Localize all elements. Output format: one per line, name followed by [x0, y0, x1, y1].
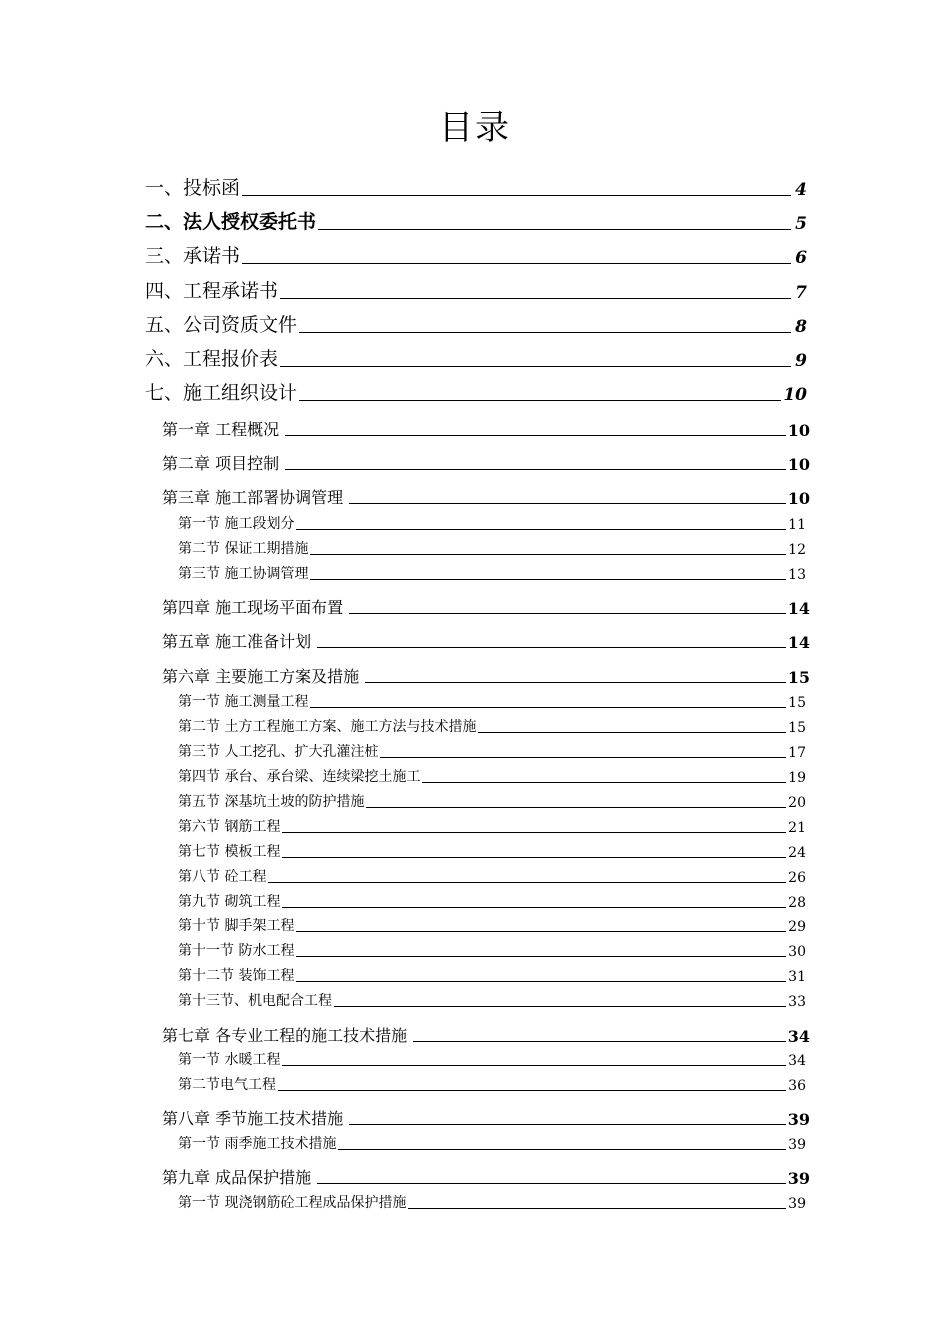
toc-leader-line	[299, 332, 791, 333]
toc-leader-line	[408, 1208, 786, 1209]
toc-chapter[interactable]	[162, 418, 810, 440]
toc-entry-label: 第一节 雨季施工技术措施	[178, 1136, 337, 1152]
toc-page-number: 10	[783, 385, 807, 405]
toc-entry-label: 第二节电气工程	[178, 1077, 276, 1093]
toc-entry-label: 六、工程报价表	[145, 348, 279, 370]
toc-leader-line	[282, 907, 786, 908]
toc-section[interactable]	[178, 1075, 806, 1094]
toc-page-number: 39	[788, 1196, 806, 1212]
toc-leader-line	[280, 298, 791, 299]
toc-entry-label: 第一章 工程概况	[162, 420, 280, 439]
toc-entry-label: 第九节 砌筑工程	[178, 894, 281, 910]
toc-page-number: 31	[788, 969, 806, 985]
toc-leader-line	[296, 981, 786, 982]
toc-page-number: 15	[787, 668, 810, 687]
toc-section[interactable]	[178, 514, 806, 533]
toc-page-number: 4	[795, 180, 807, 200]
toc-leader-line	[285, 469, 786, 470]
toc-section[interactable]	[178, 991, 806, 1010]
toc-page-number: 15	[788, 720, 806, 736]
toc-entry-label: 一、投标函	[145, 177, 241, 199]
toc-leader-line	[365, 682, 786, 683]
toc-leader-line	[282, 857, 786, 858]
toc-page-number: 10	[787, 489, 810, 508]
toc-entry-tender-letter[interactable]	[145, 174, 807, 200]
toc-leader-line	[422, 782, 786, 783]
toc-chapter[interactable]	[162, 1107, 810, 1129]
toc-leader-line	[413, 1041, 786, 1042]
toc-entry-label: 第三节 施工协调管理	[178, 566, 309, 582]
toc-entry-label: 第一节 施工段划分	[178, 516, 295, 532]
toc-section[interactable]	[178, 564, 806, 583]
toc-section[interactable]	[178, 792, 806, 811]
toc-entry-label: 第一节 水暖工程	[178, 1052, 281, 1068]
toc-leader-line	[338, 1149, 786, 1150]
toc-entry-commitment[interactable]	[145, 242, 807, 268]
toc-leader-line	[268, 882, 786, 883]
toc-page-number: 33	[788, 994, 806, 1010]
toc-section[interactable]	[178, 1193, 806, 1212]
toc-page-number: 17	[788, 745, 806, 761]
toc-page-number: 39	[788, 1137, 806, 1153]
toc-page-number: 21	[788, 820, 806, 836]
toc-leader-line	[310, 579, 786, 580]
toc-chapter[interactable]	[162, 1166, 810, 1188]
toc-leader-line	[349, 613, 786, 614]
toc-page-number: 7	[795, 283, 807, 303]
toc-leader-line	[242, 195, 791, 196]
toc-section[interactable]	[178, 842, 806, 861]
toc-leader-line	[334, 1006, 786, 1007]
toc-page-number: 28	[788, 895, 806, 911]
toc-entry-label: 第九章 成品保护措施	[162, 1168, 312, 1187]
toc-leader-line	[296, 931, 786, 932]
toc-page-number: 30	[788, 944, 806, 960]
toc-leader-line	[282, 832, 786, 833]
toc-leader-line	[317, 1183, 786, 1184]
toc-entry-label: 五、公司资质文件	[145, 314, 298, 336]
toc-page-number: 14	[787, 633, 810, 652]
toc-leader-line	[310, 554, 786, 555]
toc-section[interactable]	[178, 941, 806, 960]
toc-page-number: 10	[787, 421, 810, 440]
toc-leader-line	[299, 400, 781, 401]
toc-page-number: 34	[788, 1053, 806, 1069]
toc-section[interactable]	[178, 1134, 806, 1153]
toc-page-number: 12	[788, 542, 806, 558]
toc-page-number: 39	[787, 1169, 810, 1188]
toc-entry-label: 第二节 土方工程施工方案、施工方法与技术措施	[178, 719, 477, 735]
toc-entry-label: 第七节 模板工程	[178, 844, 281, 860]
toc-entry-label: 第四章 施工现场平面布置	[162, 598, 344, 617]
toc-chapter[interactable]	[162, 452, 810, 474]
toc-section[interactable]	[178, 817, 806, 836]
toc-page-number: 19	[788, 770, 806, 786]
toc-page-number: 26	[788, 870, 806, 886]
toc-section[interactable]	[178, 966, 806, 985]
toc-entry-label: 第三章 施工部署协调管理	[162, 488, 344, 507]
toc-page-number: 34	[787, 1027, 810, 1046]
page-title: 目录	[439, 108, 511, 148]
toc-section[interactable]	[178, 1050, 806, 1069]
toc-page-number: 36	[788, 1078, 806, 1094]
toc-entry-label: 第十三节、机电配合工程	[178, 993, 332, 1009]
toc-page-number: 39	[787, 1110, 810, 1129]
toc-entry-label: 第四节 承台、承台梁、连续梁挖土施工	[178, 769, 421, 785]
toc-section[interactable]	[178, 717, 806, 736]
toc-section[interactable]	[178, 742, 806, 761]
toc-leader-line	[317, 647, 786, 648]
toc-entry-project-commitment[interactable]	[145, 277, 807, 303]
toc-entry-label: 第六节 钢筋工程	[178, 819, 281, 835]
toc-leader-line	[278, 1090, 786, 1091]
toc-chapter[interactable]	[162, 665, 810, 687]
toc-leader-line	[280, 366, 791, 367]
toc-section[interactable]	[178, 767, 806, 786]
toc-entry-label: 七、施工组织设计	[145, 382, 298, 404]
toc-page-number: 29	[788, 919, 806, 935]
toc-entry-label: 第六章 主要施工方案及措施	[162, 667, 360, 686]
toc-page-number: 9	[795, 351, 807, 371]
toc-leader-line	[349, 1124, 786, 1125]
toc-leader-line	[242, 263, 791, 264]
toc-leader-line	[285, 435, 786, 436]
toc-entry-label: 第七章 各专业工程的施工技术措施	[162, 1026, 408, 1045]
toc-entry-label: 四、工程承诺书	[145, 280, 279, 302]
toc-leader-line	[310, 707, 786, 708]
toc-entry-construction-design[interactable]	[145, 379, 807, 405]
toc-page-number: 20	[788, 795, 806, 811]
toc-page-number: 24	[788, 845, 806, 861]
toc-page-number: 11	[788, 517, 806, 533]
toc-section[interactable]	[178, 892, 806, 911]
toc-page-number: 6	[795, 248, 807, 268]
toc-page-number: 8	[795, 317, 807, 337]
toc-leader-line	[366, 807, 786, 808]
toc-section[interactable]	[178, 692, 806, 711]
toc-page-number: 14	[787, 599, 810, 618]
toc-page-number: 10	[787, 455, 810, 474]
toc-entry-label: 第一节 施工测量工程	[178, 694, 309, 710]
toc-entry-power-of-attorney[interactable]	[145, 208, 807, 234]
toc-leader-line	[296, 529, 786, 530]
toc-leader-line	[282, 1065, 786, 1066]
toc-entry-label: 第二节 保证工期措施	[178, 541, 309, 557]
toc-entry-label: 第十二节 装饰工程	[178, 968, 295, 984]
toc-entry-label: 第八章 季节施工技术措施	[162, 1109, 344, 1128]
toc-section[interactable]	[178, 539, 806, 558]
toc-entry-label: 第五章 施工准备计划	[162, 632, 312, 651]
toc-entry-label: 二、法人授权委托书	[145, 211, 317, 233]
toc-entry-label: 第二章 项目控制	[162, 454, 280, 473]
toc-section[interactable]	[178, 867, 806, 886]
toc-entry-label: 第八节 砼工程	[178, 869, 267, 885]
toc-page-number: 15	[788, 695, 806, 711]
toc-entry-label: 第一节 现浇钢筋砼工程成品保护措施	[178, 1195, 407, 1211]
toc-leader-line	[478, 732, 786, 733]
toc-entry-label: 第十一节 防水工程	[178, 943, 295, 959]
toc-entry-label: 第五节 深基坑土坡的防护措施	[178, 794, 365, 810]
toc-entry-qualification-docs[interactable]	[145, 311, 807, 337]
toc-chapter[interactable]	[162, 596, 810, 618]
toc-entry-label: 第三节 人工挖孔、扩大孔灌注桩	[178, 744, 379, 760]
toc-chapter[interactable]	[162, 486, 810, 508]
toc-entry-label: 第十节 脚手架工程	[178, 918, 295, 934]
toc-section[interactable]	[178, 916, 806, 935]
toc-entry-label: 三、承诺书	[145, 245, 241, 267]
toc-chapter[interactable]	[162, 1024, 810, 1046]
toc-leader-line	[296, 956, 786, 957]
toc-chapter[interactable]	[162, 630, 810, 652]
toc-entry-quotation[interactable]	[145, 345, 807, 371]
toc-page-number: 5	[795, 214, 807, 234]
toc-leader-line	[349, 503, 786, 504]
toc-leader-line	[380, 757, 786, 758]
toc-page-number: 13	[788, 567, 806, 583]
toc-leader-line	[318, 229, 791, 230]
